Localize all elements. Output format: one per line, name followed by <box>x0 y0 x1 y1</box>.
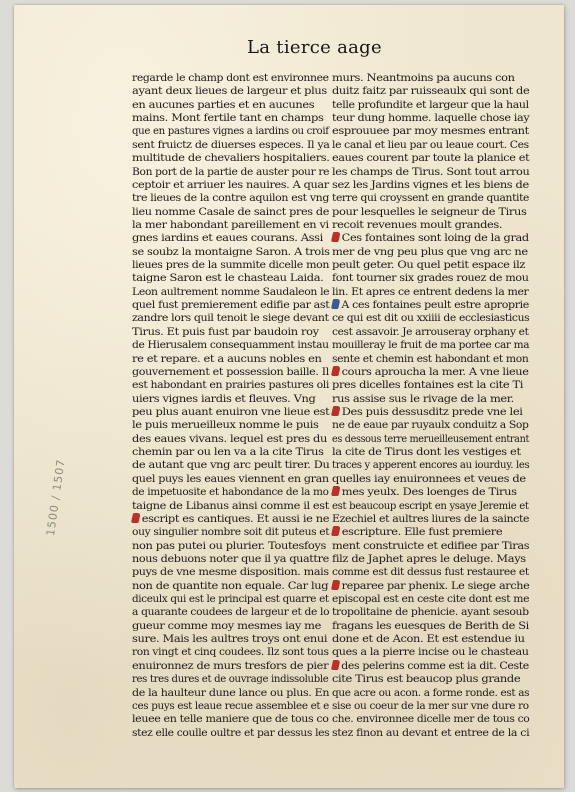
text-line <box>332 139 529 152</box>
text-line <box>132 125 329 138</box>
text-line <box>132 419 319 432</box>
text-line-content: lieu nomme Casale de sainct pres de <box>132 205 330 218</box>
text-line <box>332 633 525 646</box>
text-line-content: multitude de chevaliers hospitaliers. <box>132 152 330 165</box>
text-line-content: ques a la pierre incise ou le chasteau <box>332 646 529 659</box>
text-line <box>332 232 529 245</box>
text-line <box>132 206 329 219</box>
text-line-content: peult geter. Ou quel petit espace ilz <box>332 259 526 272</box>
text-line-content: rus assise sus le rivage de la mer. <box>332 392 514 405</box>
text-line-content: comme est dit dessus fust restauree et <box>332 566 529 579</box>
text-line <box>332 459 529 472</box>
text-line <box>332 660 529 673</box>
text-line-content: done et de Acon. Et est estendue iu <box>332 633 525 646</box>
text-line-content: A ces fontaines peult estre aproprie <box>341 299 529 312</box>
rubric-pilcrow-mark <box>331 526 341 536</box>
text-line <box>132 513 329 526</box>
text-line-content: ne de eaue par ruyaulx conduitz a Sop <box>332 419 529 432</box>
text-line-content: Ezechiel et aultres liures de la saincte <box>332 512 530 525</box>
rubric-pilcrow-mark <box>131 513 141 523</box>
text-line <box>132 606 329 619</box>
text-line-content: se soubz la montaigne Saron. A trois <box>132 245 330 258</box>
text-line <box>132 353 322 366</box>
text-line-content: gouvernement et possession baille. Il <box>132 365 329 378</box>
text-line <box>132 660 328 673</box>
text-line-content: la mer habondant pareillement en vi <box>132 218 329 231</box>
text-line <box>332 353 528 366</box>
text-line-content: Des puis dessusditz prede vne lei <box>341 405 523 418</box>
text-line <box>332 620 529 633</box>
text-line <box>332 152 529 165</box>
text-line-content: fragans les euesques de Berith de Si <box>332 619 529 632</box>
text-line-content: chemin par ou len va a la cite Tirus <box>132 446 324 459</box>
text-line-content: re et repare. et a aucuns nobles en <box>132 352 322 365</box>
text-line <box>132 593 329 606</box>
text-line <box>132 700 329 713</box>
rubric-pilcrow-mark <box>331 406 341 416</box>
text-line <box>332 393 514 406</box>
text-line <box>332 312 529 325</box>
text-line-content: cest assavoir. Je arrouseray orphany et <box>332 325 529 338</box>
text-line <box>132 286 329 299</box>
text-line <box>132 312 329 325</box>
text-line-content: le puis merueilleux nomme le puis <box>132 419 319 432</box>
text-line-content: la cite de Tirus dont les vestiges et <box>332 446 521 459</box>
text-line <box>332 326 529 339</box>
rubric-pilcrow-mark <box>331 232 341 242</box>
text-line-content: de autant que vng arc peult tirer. Du <box>132 459 330 472</box>
text-line-content: ron vingt et cinq coudees. Ilz sont tous <box>132 646 329 659</box>
text-line-content: murs. Neantmoins pa aucuns con <box>332 72 515 84</box>
text-line-content: Tirus. Et puis fust par baudoin roy <box>132 325 319 338</box>
text-line-content: terre qui croyssent en grande quantite <box>332 192 530 205</box>
text-line <box>332 286 528 299</box>
text-line <box>332 673 520 686</box>
text-line <box>332 72 515 85</box>
text-line-content: lieues pres de la summite dicelle mon <box>132 259 330 272</box>
text-line <box>132 446 324 459</box>
text-line-content: de Hierusalem consequamment instau <box>132 339 329 352</box>
text-line <box>132 152 330 165</box>
text-line-content: mer de vng peu plus que vng arc ne <box>332 245 528 258</box>
text-line <box>132 406 329 419</box>
text-line-content: ce qui est dit ou xxiiii de ecclesiasticus <box>332 312 530 325</box>
text-line <box>132 259 329 272</box>
running-head: La tierce aage <box>247 37 382 58</box>
text-line-content: font tourner six grades rouez de mou <box>332 272 529 285</box>
text-line-content: non pas putei ou plurier. Toutesfoys <box>132 539 326 552</box>
text-line <box>132 179 329 192</box>
text-line <box>332 713 529 726</box>
text-line <box>132 580 328 593</box>
text-line-content: zandre lors quil tenoit le siege devant <box>132 312 329 325</box>
text-line <box>332 593 529 606</box>
text-line <box>332 486 517 499</box>
text-line-content: che. environnee dicelle mer de tous co <box>332 713 530 726</box>
text-line-content: quel fust premierement edifie par ast <box>132 299 330 312</box>
text-line <box>132 246 330 259</box>
text-line-content: res tres dures et de ouvrage indissoluble <box>132 673 329 686</box>
text-line-content: cite Tirus est beaucop plus grande <box>332 673 521 686</box>
text-line <box>132 459 329 472</box>
text-line <box>332 192 529 205</box>
text-line <box>132 219 329 232</box>
text-line-content: tre lieues de la contre aquilon est vng <box>132 192 330 205</box>
text-line <box>332 566 529 579</box>
text-line-content: uiers vignes iardis et fleuves. Vng <box>132 392 316 405</box>
text-line <box>132 326 319 339</box>
text-line <box>332 406 523 419</box>
text-line <box>132 566 329 579</box>
text-line <box>332 500 529 513</box>
text-line <box>132 646 329 659</box>
text-line-content: de la haulteur dune lance ou plus. En <box>132 686 330 699</box>
text-line-content: ces puys est leaue recue assemblee et e <box>132 699 329 712</box>
text-line-content: sente et chemin est habondant et mon <box>332 352 529 365</box>
book-page <box>14 5 564 788</box>
text-line <box>332 646 529 659</box>
text-line-content: le canal et lieu par ou leaue court. Ces <box>332 138 529 151</box>
text-line <box>132 139 330 152</box>
rubric-pilcrow-mark <box>331 366 341 376</box>
text-line-content: escript es cantiques. Et aussi ie ne <box>141 512 330 525</box>
text-line <box>132 232 323 245</box>
text-line-content: recoit revenues moult grandes. <box>332 218 503 231</box>
text-line-content: des eaues vivans. lequel est pres du <box>132 432 327 445</box>
text-line <box>132 393 315 406</box>
text-line <box>132 486 329 499</box>
text-line-content: teur dung homme. laquelle chose iay <box>332 112 530 125</box>
text-line <box>332 419 529 432</box>
text-line <box>332 339 529 352</box>
text-line <box>332 206 526 219</box>
text-line-content: lin. Et apres ce entrent dedens la mer <box>332 285 529 298</box>
text-line-content: enuironnez de murs tresfors de pier <box>132 659 329 672</box>
text-line <box>332 433 529 446</box>
text-line-content: quelles iay enuironnees et veues de <box>332 472 526 485</box>
text-line-content: es dessous terre merueilleusement entrant <box>332 432 529 445</box>
text-line-content: Bon port de la partie de auster pour re <box>132 165 330 178</box>
text-line <box>332 379 523 392</box>
text-line <box>332 473 526 486</box>
text-line <box>332 606 529 619</box>
text-line-content: pour lesquelles le seigneur de Tirus <box>332 205 527 218</box>
text-line-content: sure. Mais les aultres troys ont enui <box>132 633 328 646</box>
text-line <box>332 112 529 125</box>
text-line <box>332 580 529 593</box>
text-line <box>332 272 529 285</box>
text-line-content: traces y apperent encores au iourduy. les <box>332 459 530 472</box>
text-line-content: est habondant en prairies pastures oli <box>132 379 330 392</box>
text-line <box>132 166 329 179</box>
text-line-content: duitz faitz par ruisseaulx qui sont de <box>332 85 530 98</box>
text-line <box>332 513 529 526</box>
text-line-content: tropolitaine de phenicie. ayant sesoub <box>332 606 529 619</box>
text-line-content: que en pastures vignes a iardins ou croif <box>132 125 329 138</box>
rubric-pilcrow-mark <box>331 580 341 590</box>
text-line-content: taigne de Libanus ainsi comme il est <box>132 499 329 512</box>
text-line-content: eaues courent par toute la planice et <box>332 152 530 165</box>
text-line-content: gnes iardins et eaues courans. Assi <box>132 232 323 245</box>
rubric-pilcrow-mark <box>331 299 341 309</box>
text-line-content: pres dicelles fontaines est la cite Ti <box>332 379 524 392</box>
text-line-content: mains. Mont fertile tant en champs <box>132 112 324 125</box>
text-line <box>332 99 529 112</box>
text-line <box>332 179 529 192</box>
text-line-content: ouy singulier nombre soit dit puteus et <box>132 526 330 539</box>
text-line-content: a quarante coudees de largeur et de lo <box>132 606 330 619</box>
text-line <box>132 272 323 285</box>
text-line <box>332 246 528 259</box>
text-line-content: ayant deux lieues de largeur et plus <box>132 85 327 98</box>
text-line <box>332 125 529 138</box>
text-line-content: les champs de Tirus. Sont tout arrou <box>332 165 530 178</box>
text-line <box>132 526 329 539</box>
text-line <box>132 433 327 446</box>
text-line <box>332 219 502 232</box>
text-line <box>132 727 329 740</box>
text-line <box>132 99 314 112</box>
text-line <box>132 473 329 486</box>
text-line <box>332 166 529 179</box>
left-text-column <box>132 72 330 739</box>
text-line <box>332 446 521 459</box>
text-line <box>332 366 529 379</box>
text-line <box>132 299 329 312</box>
text-line <box>132 379 329 392</box>
text-line-content: Ces fontaines sont loing de la grad <box>341 232 529 245</box>
text-line <box>332 727 529 740</box>
text-line-content: stez elle coulle oultre et par dessus les <box>132 726 330 739</box>
text-line-content: leuee en telle maniere que de tous co <box>132 713 329 726</box>
text-line-content: telle profundite et largeur que la haul <box>332 98 529 111</box>
text-line <box>132 540 326 553</box>
text-line-content: ceptoir et arriuer les nauires. A quar <box>132 178 329 191</box>
text-line-content: que acre ou acon. a forme ronde. est as <box>332 686 530 699</box>
text-line-content: de impetuosite et habondance de la mo <box>132 486 329 499</box>
text-line <box>132 339 329 352</box>
text-line-content: diceulx qui est le principal est quarre et <box>132 593 329 606</box>
text-line-content: puys de vne mesme disposition. mais <box>132 566 329 579</box>
text-line-content: reparee par phenix. Le siege arche <box>341 579 530 592</box>
text-line <box>132 72 329 85</box>
text-line <box>332 299 529 312</box>
text-line-content: episcopal est en ceste cite dont est me <box>332 593 530 606</box>
text-line <box>132 620 321 633</box>
text-line <box>132 500 329 513</box>
text-line-content: escripture. Elle fust premiere <box>341 526 503 539</box>
rubric-pilcrow-mark <box>331 486 341 496</box>
text-line-content: sise ou coeur de la mer sur vne dure ro <box>332 699 529 712</box>
text-line-content: ment construicte et edifiee par Tiras <box>332 539 530 552</box>
text-line-content: gueur comme moy mesmes iay me <box>132 619 322 632</box>
text-line-content: non de quantite non equale. Car lug <box>132 579 329 592</box>
text-line-content: taigne Saron est le chasteau Laida. <box>132 272 324 285</box>
text-line <box>132 192 329 205</box>
text-line <box>332 85 529 98</box>
text-line <box>332 540 529 553</box>
text-line-content: esprouuee par moy mesmes entrant <box>332 125 529 138</box>
text-line <box>132 85 327 98</box>
text-line-content: Leon aultrement nomme Saudaleon le <box>132 285 330 298</box>
text-line-content: stez finon au devant et entree de la ci <box>332 726 530 739</box>
text-line-content: mes yeulx. Des loenges de Tirus <box>341 486 517 499</box>
text-line <box>332 700 529 713</box>
text-line <box>332 259 525 272</box>
text-line <box>132 713 329 726</box>
text-line <box>132 673 328 686</box>
text-line-content: est beaucoup escript en ysaye Jeremie et <box>332 499 529 512</box>
text-line <box>132 633 327 646</box>
text-line-content: sent fruictz de diuerses especes. Il ya <box>132 138 330 151</box>
text-line <box>132 553 329 566</box>
text-line-content: peu plus auant enuiron vne lieue est <box>132 405 330 418</box>
rubric-pilcrow-mark <box>331 660 340 670</box>
text-line-content: nous debuons noter que il ya quattre <box>132 552 329 565</box>
right-text-column <box>332 72 530 739</box>
text-line-content: mouilleray le fruit de ma portee car ma <box>332 339 530 352</box>
text-line-content: filz de Japhet apres le deluge. Mays <box>332 552 526 565</box>
text-line-content: regarde le champ dont est environnee <box>132 72 329 84</box>
text-line <box>332 553 526 566</box>
pencil-margin-note: 1500 / 1507 <box>44 458 68 537</box>
text-line <box>132 687 329 700</box>
text-line <box>132 112 323 125</box>
text-line-content: en aucunes parties et en aucunes <box>132 98 315 111</box>
text-line-content: sez les Jardins vignes et les biens de <box>332 178 529 191</box>
text-line <box>132 366 329 379</box>
text-line-content: quel puys les eaues viennent en gran <box>132 472 329 485</box>
text-line <box>332 687 529 700</box>
text-line-content: des pelerins comme est ia dit. Ceste <box>341 659 529 672</box>
text-line-content: cours aproucha la mer. A vne lieue <box>341 365 529 378</box>
text-line <box>332 526 502 539</box>
